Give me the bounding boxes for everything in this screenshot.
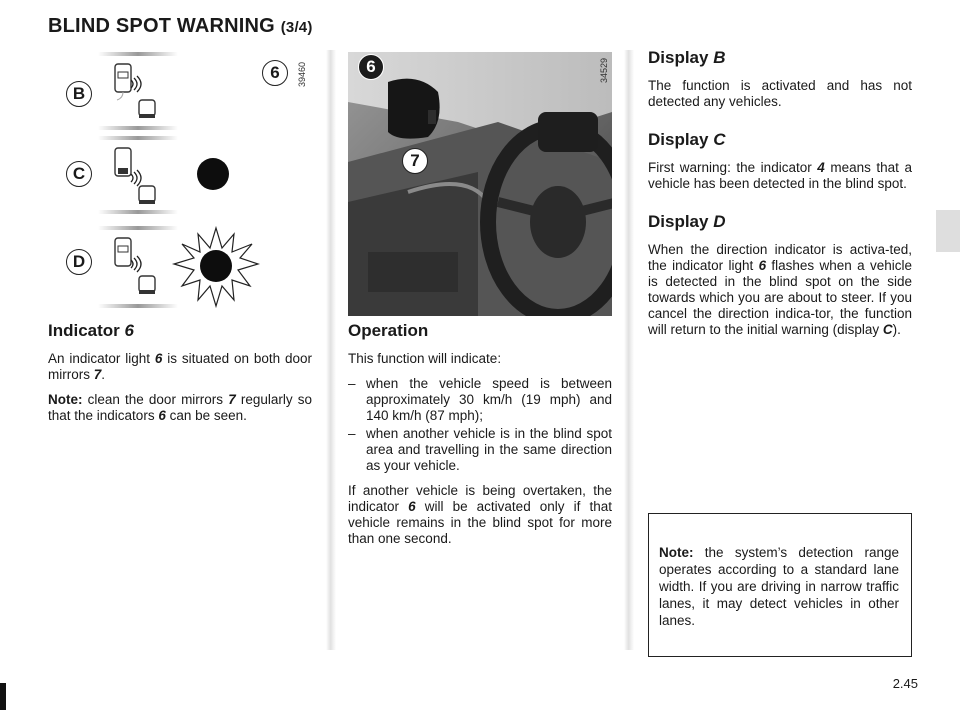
interior-photo (348, 52, 612, 316)
indicator-paragraph: An indicator light 6 is situated on both door mirrors 7. (48, 351, 312, 382)
display-d-text: When the direction indicator is activa-ted, the indicator light 6 flashes when a vehicle is detected in the blind spot on the side towards which you are about to steer. If you cancel the direction indica-tor, the function will return to the initial warning (display C). (648, 242, 912, 337)
operation-paragraph: If another vehicle is being overtaken, the indicator 6 will be activated only if that vehicle remains in the blind spot for more than one second. (348, 483, 612, 546)
display-b-text: The function is activated and has not detected any vehicles. (648, 78, 912, 109)
indicator-section (48, 323, 312, 433)
operation-section (348, 323, 612, 556)
figure-label-b: B (66, 81, 92, 107)
display-d-graphic (98, 226, 258, 308)
figure-callout-6-right: 6 (358, 54, 384, 80)
figure-code-left: 39460 (297, 62, 307, 88)
page-number: 2.45 (892, 676, 918, 691)
display-d-heading: Display D (648, 212, 726, 231)
page-title-text: BLIND SPOT WARNING (48, 15, 275, 37)
operation-intro: This function will indicate: (348, 351, 502, 366)
indicator-note: Note: clean the door mirrors 7 regularly so that the indicators 6 can be seen. (48, 392, 312, 423)
figure-callout-6-left: 6 (262, 60, 288, 86)
operation-heading: Operation (348, 321, 429, 340)
display-c-heading: Display C (648, 130, 726, 149)
figure-code-right: 34529 (599, 58, 609, 84)
page-title-part: (3/4) (280, 19, 313, 36)
note-box (648, 513, 912, 657)
figure-label-d: D (66, 249, 92, 275)
column-gutter-left (326, 50, 336, 650)
displays-section (648, 50, 912, 347)
crop-mark (0, 683, 6, 710)
page-title (48, 15, 313, 38)
column-gutter-right (624, 50, 634, 650)
indicator-heading: Indicator 6 (48, 321, 134, 340)
display-b-heading: Display B (648, 48, 726, 67)
display-b-graphic (98, 52, 178, 130)
note-box-text: Note: the system’s detection range operates according to a standard lane width. If you are driving in narrow traffic lanes, it may detect vehicles in other lanes. (659, 545, 899, 628)
interior-illustration (348, 52, 612, 316)
operation-bullet-2: – when another vehicle is in the blind spot area and travelling in the same direction as your vehicle. (348, 426, 612, 473)
display-c-graphic (98, 136, 229, 214)
figure-label-c: C (66, 161, 92, 187)
figure-callout-7: 7 (402, 148, 428, 174)
display-c-text: First warning: the indicator 4 means that a vehicle has been detected in the blind spot. (648, 160, 912, 191)
operation-bullet-1: – when the vehicle speed is between approximately 30 km/h (19 mph) and 140 km/h (87 mph); (348, 376, 612, 423)
chapter-tab (936, 210, 960, 252)
